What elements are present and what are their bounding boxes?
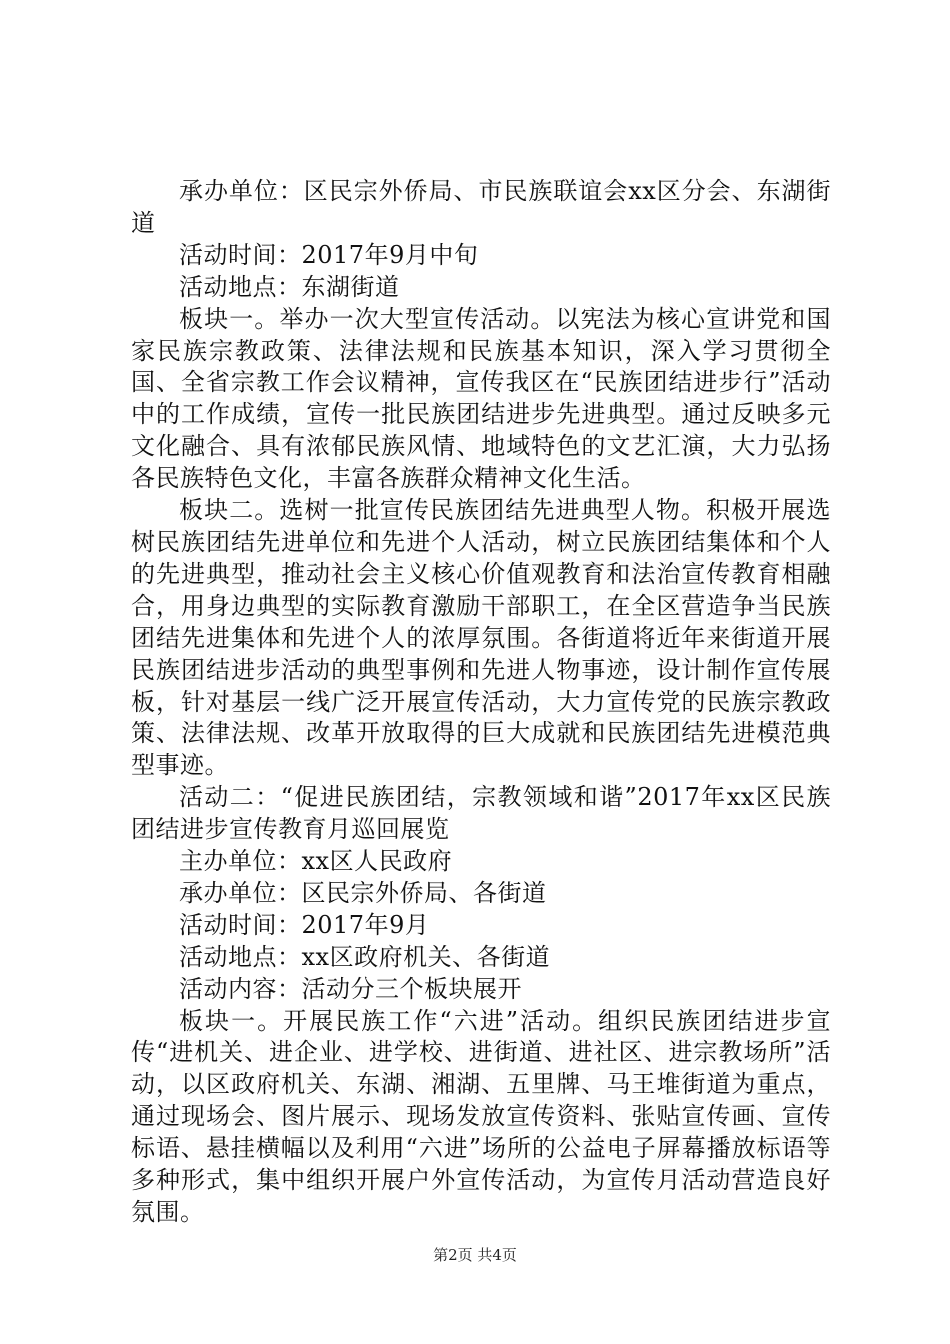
paragraph-host: 主办单位：xx区人民政府 <box>179 847 453 876</box>
paragraph-section-one-b: 板块一。开展民族工作“六进”活动。组织民族团结进步宣传“进机关、进企业、进学校、进街道、进社区、进宗教场所”活动，以区政府机关、东湖、湘湖、五里牌、马王堆街道为重点，通过现场会、图片展示、现场发放宣传资料、张贴宣传画、宣传标语、悬挂横幅以及利用“六进”场所的公益电子屏幕播放标语等多种形式，集中组织开展户外宣传活动，为宣传月活动营造良好氛围。 <box>131 1006 831 1226</box>
paragraph-location-two: 活动地点：xx区政府机关、各街道 <box>179 942 551 971</box>
paragraph-section-one: 板块一。举办一次大型宣传活动。以宪法为核心宣讲党和国家民族宗教政策、法律法规和民族基本知识，深入学习贯彻全国、全省宗教工作会议精神，宣传我区在“民族团结进步行”活动中的工作成绩，宣传一批民族团结进步先进典型。通过反映多元文化融合、具有浓郁民族风情、地域特色的文艺汇演，大力弘扬各民族特色文化，丰富各族群众精神文化生活。 <box>131 304 831 493</box>
paragraph-organizer-two: 承办单位：区民宗外侨局、各街道 <box>179 878 547 907</box>
paragraph-time-two: 活动时间：2017年9月 <box>179 910 430 939</box>
paragraph-organizer: 承办单位：区民宗外侨局、市民族联谊会xx区分会、东湖街道 <box>131 177 831 237</box>
paragraph-content: 活动内容：活动分三个板块展开 <box>179 974 522 1003</box>
paragraph-time: 活动时间：2017年9月中旬 <box>179 240 479 269</box>
paragraph-location: 活动地点：东湖街道 <box>179 272 400 301</box>
document-body <box>131 176 831 1229</box>
paragraph-section-two: 板块二。选树一批宣传民族团结先进典型人物。积极开展选树民族团结先进单位和先进个人活动，树立民族团结集体和个人的先进典型，推动社会主义核心价值观教育和法治宣传教育相融合，用身边典型的实际教育激励干部职工，在全区营造争当民族团结先进集体和先进个人的浓厚氛围。各街道将近年来街道开展民族团结进步活动的典型事例和先进人物事迹，设计制作宣传展板，针对基层一线广泛开展宣传活动，大力宣传党的民族宗教政策、法律法规、改革开放取得的巨大成就和民族团结先进模范典型事迹。 <box>131 496 831 780</box>
paragraph-activity-two-title: 活动二：“促进民族团结，宗教领域和谐”2017年xx区民族团结进步宣传教育月巡回展览 <box>131 783 831 844</box>
page-footer: 第2页 共4页 <box>433 1246 517 1264</box>
